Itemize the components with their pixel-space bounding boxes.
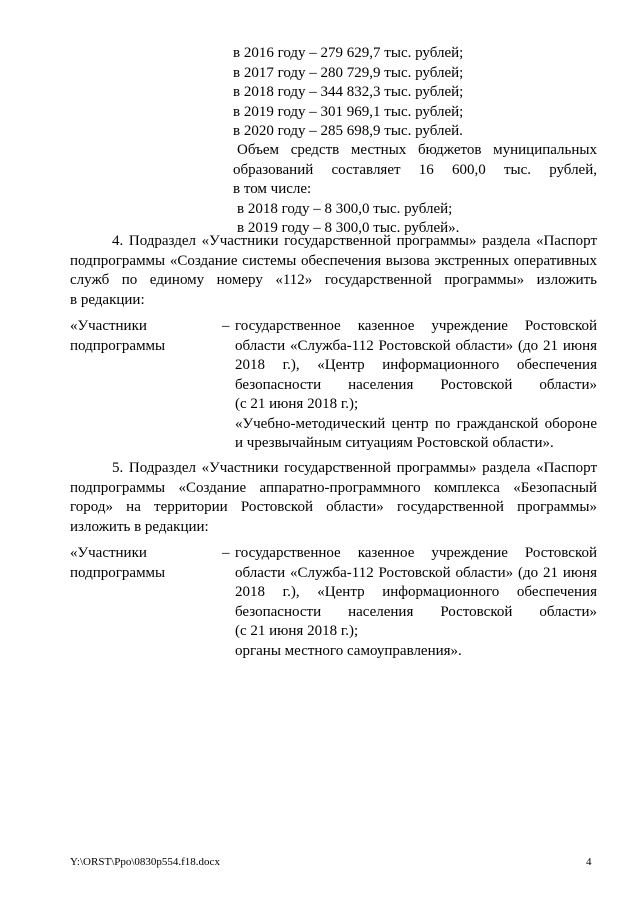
section-5-line-2: подпрограммы «Создание аппаратно-программного комплекса «Безопасный	[70, 479, 597, 496]
participants-value-line-3: 2018 г.), «Центр информационного обеспечения	[235, 357, 597, 373]
local-year-2019: в 2019 году – 8 300,0 тыс. рублей».	[237, 220, 460, 236]
participants-value-line-7: и чрезвычайным ситуациям Ростовской области».	[235, 435, 554, 451]
section-4-line-2: подпрограммы «Создание системы обеспечения вызова экстренных оперативных	[70, 252, 597, 269]
section-5-line-1: 5. Подраздел «Участники государственной программы» раздела «Паспорт	[112, 460, 597, 476]
section-5-line-4: изложить в редакции:	[70, 518, 209, 535]
funding-year-2020: в 2020 году – 285 698,9 тыс. рублей.	[233, 123, 463, 139]
participants-value-5-line-6: органы местного самоуправления».	[235, 642, 462, 659]
section-4-line-1: 4. Подраздел «Участники государственной программы» раздела «Паспорт	[112, 233, 597, 249]
section-5-line-3: город» на территории Ростовской области» государственной программы»	[70, 499, 597, 515]
section-4-paragraph	[70, 232, 597, 310]
funding-year-2016: в 2016 году – 279 629,7 тыс. рублей;	[233, 45, 464, 61]
section-5-paragraph	[70, 459, 597, 537]
funding-year-2019: в 2019 году – 301 969,1 тыс. рублей;	[233, 103, 464, 120]
local-budget-block	[237, 141, 597, 161]
participants-value	[235, 317, 597, 454]
participants-dash-5: –	[222, 545, 230, 561]
local-budget-line-1: Объем средств местных бюджетов муниципальных	[237, 142, 597, 158]
section-4-line-3: служб по единому номеру «112» государственной программы» изложить	[70, 272, 597, 288]
participants-value-line-4: безопасности населения Ростовской области»	[235, 376, 597, 393]
local-years-block	[237, 180, 601, 239]
participants-value-5	[235, 544, 597, 661]
participants-label-line-2: подпрограммы	[70, 337, 166, 354]
participants-value-5-line-2: области «Служба-112 Ростовской области» (до 21 июня	[235, 564, 597, 581]
participants-value-line-2: области «Служба-112 Ростовской области» (до 21 июня	[235, 337, 597, 354]
section-4-line-4: в редакции:	[70, 291, 145, 308]
local-budget-line-2: образований составляет 16 600,0 тыс. рублей,	[233, 161, 597, 178]
participants-label-5-line-2: подпрограммы	[70, 564, 166, 581]
footer-page-number: 4	[586, 856, 592, 868]
funding-year-2017: в 2017 году – 280 729,9 тыс. рублей;	[233, 64, 464, 81]
participants-dash: –	[222, 318, 230, 334]
participants-value-5-line-1: государственное казенное учреждение Ростовской	[235, 545, 597, 561]
participants-label-line-1: «Участники	[70, 318, 147, 334]
participants-value-5-line-5: (с 21 июня 2018 г.);	[235, 623, 359, 639]
participants-label-5-line-1: «Участники	[70, 545, 147, 561]
participants-value-5-line-4: безопасности населения Ростовской области»	[235, 603, 597, 620]
funding-year-2018: в 2018 году – 344 832,3 тыс. рублей;	[233, 84, 464, 100]
footer-file-path: Y:\ORST\Ppo\0830p554.f18.docx	[70, 856, 220, 868]
participants-value-line-6: «Учебно-методический центр по гражданской обороне	[235, 415, 597, 432]
participants-value-line-5: (с 21 июня 2018 г.);	[235, 396, 359, 412]
local-budget-line-3: в том числе:	[233, 181, 312, 197]
participants-value-line-1: государственное казенное учреждение Ростовской	[235, 318, 597, 334]
participants-label-5	[70, 544, 220, 583]
participants-value-5-line-3: 2018 г.), «Центр информационного обеспечения	[235, 584, 597, 600]
local-year-2018: в 2018 году – 8 300,0 тыс. рублей;	[237, 200, 453, 217]
funding-years-block	[233, 44, 597, 142]
participants-label	[70, 317, 220, 356]
